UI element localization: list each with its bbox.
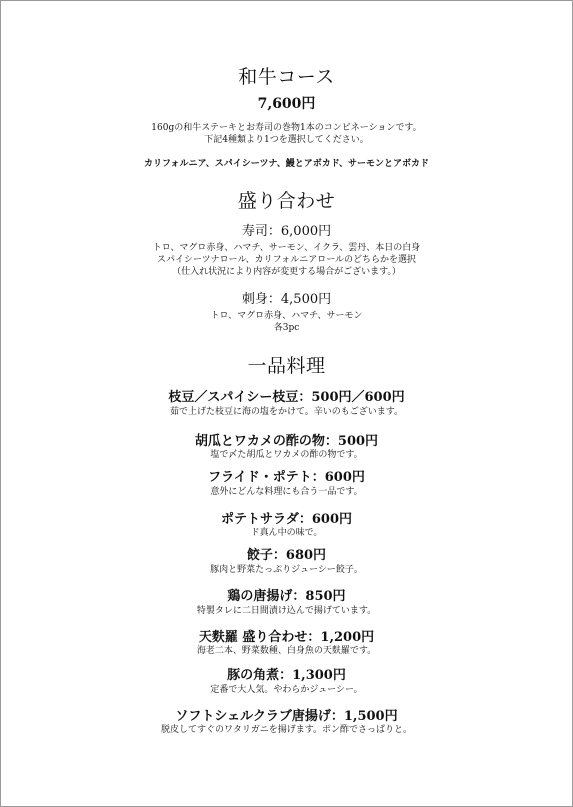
menu-item-desc: 特製タレに二日間漬け込んで揚げています。 xyxy=(196,606,377,616)
menu-item-desc: 豚肉と野菜たっぷりジューシー餃子。 xyxy=(210,565,363,575)
menu-item-name: 餃子：680円 xyxy=(246,548,327,563)
menu-item-desc: 塩で〆た胡瓜とワカメの酢の物です。 xyxy=(210,450,363,460)
sashimi-assortment-desc-line-2: 各3pc xyxy=(273,323,300,333)
menu-item-name: フライド・ポテト：600円 xyxy=(208,470,365,485)
menu-item-name: 豚の角煮：1,300円 xyxy=(227,668,346,683)
menu-item-name: 枝豆／スパイシー枝豆：500円／600円 xyxy=(168,390,405,405)
sashimi-assortment-price: 刺身：4,500円 xyxy=(241,292,332,307)
menu-item-desc: 意外にどんな料理にも合う一品です。 xyxy=(210,487,363,497)
menu-item-desc: 脱皮してすぐのワタリガニを揚げます。ポン酢でさっぱりと。 xyxy=(160,725,413,735)
menu-item-name: 天麩羅 盛り合わせ：1,200円 xyxy=(198,630,375,645)
sushi-assortment-desc-line-1: トロ、マグロ赤身、ハマチ、サーモン、イクラ、雲丹、本日の白身 xyxy=(152,243,421,253)
menu-item-desc: 茹で上げた枝豆に海の塩をかけて。辛いのもございます。 xyxy=(169,407,404,417)
a-la-carte-heading: 一品料理 xyxy=(247,355,326,377)
sushi-assortment-desc-line-3: （仕入れ状況により内容が変更する場合がございます。） xyxy=(172,267,401,277)
sushi-assortment-desc-line-2: スパイシーツナロール、カリフォルニアロールのどちらかを選択 xyxy=(156,255,417,265)
menu-item-name: ポテトサラダ：600円 xyxy=(220,512,352,527)
wagyu-course-price: 7,600円 xyxy=(257,96,316,112)
assortment-heading: 盛り合わせ xyxy=(237,190,336,212)
menu-item-desc: 定番で大人気。やわらかジューシー。 xyxy=(210,685,363,695)
menu-item-name: ソフトシェルクラブ唐揚げ：1,500円 xyxy=(175,709,398,724)
wagyu-course-desc-line-2: 下記4種類より1つを選択してください。 xyxy=(204,135,369,145)
menu-item-name: 鶏の唐揚げ：850円 xyxy=(227,589,346,604)
wagyu-course-desc-line-1: 160gの和牛ステーキとお寿司の巻物1本のコンビネーションです。 xyxy=(151,123,422,133)
menu-item-name: 胡瓜とワカメの酢の物：500円 xyxy=(194,434,379,449)
wagyu-course-roll-choices: カリフォルニア、スパイシーツナ、鰻とアボカド、サーモンとアボカド xyxy=(143,159,430,169)
menu-item-desc: 海老二本、野菜数種、白身魚の天麩羅です。 xyxy=(196,646,377,656)
sushi-assortment-price: 寿司：6,000円 xyxy=(241,224,332,239)
sashimi-assortment-desc-line-1: トロ、マグロ赤身、ハマチ、サーモン xyxy=(210,311,363,321)
wagyu-course-heading: 和牛コース xyxy=(238,66,335,88)
menu-item-desc: ド真ん中の味で。 xyxy=(250,528,323,538)
